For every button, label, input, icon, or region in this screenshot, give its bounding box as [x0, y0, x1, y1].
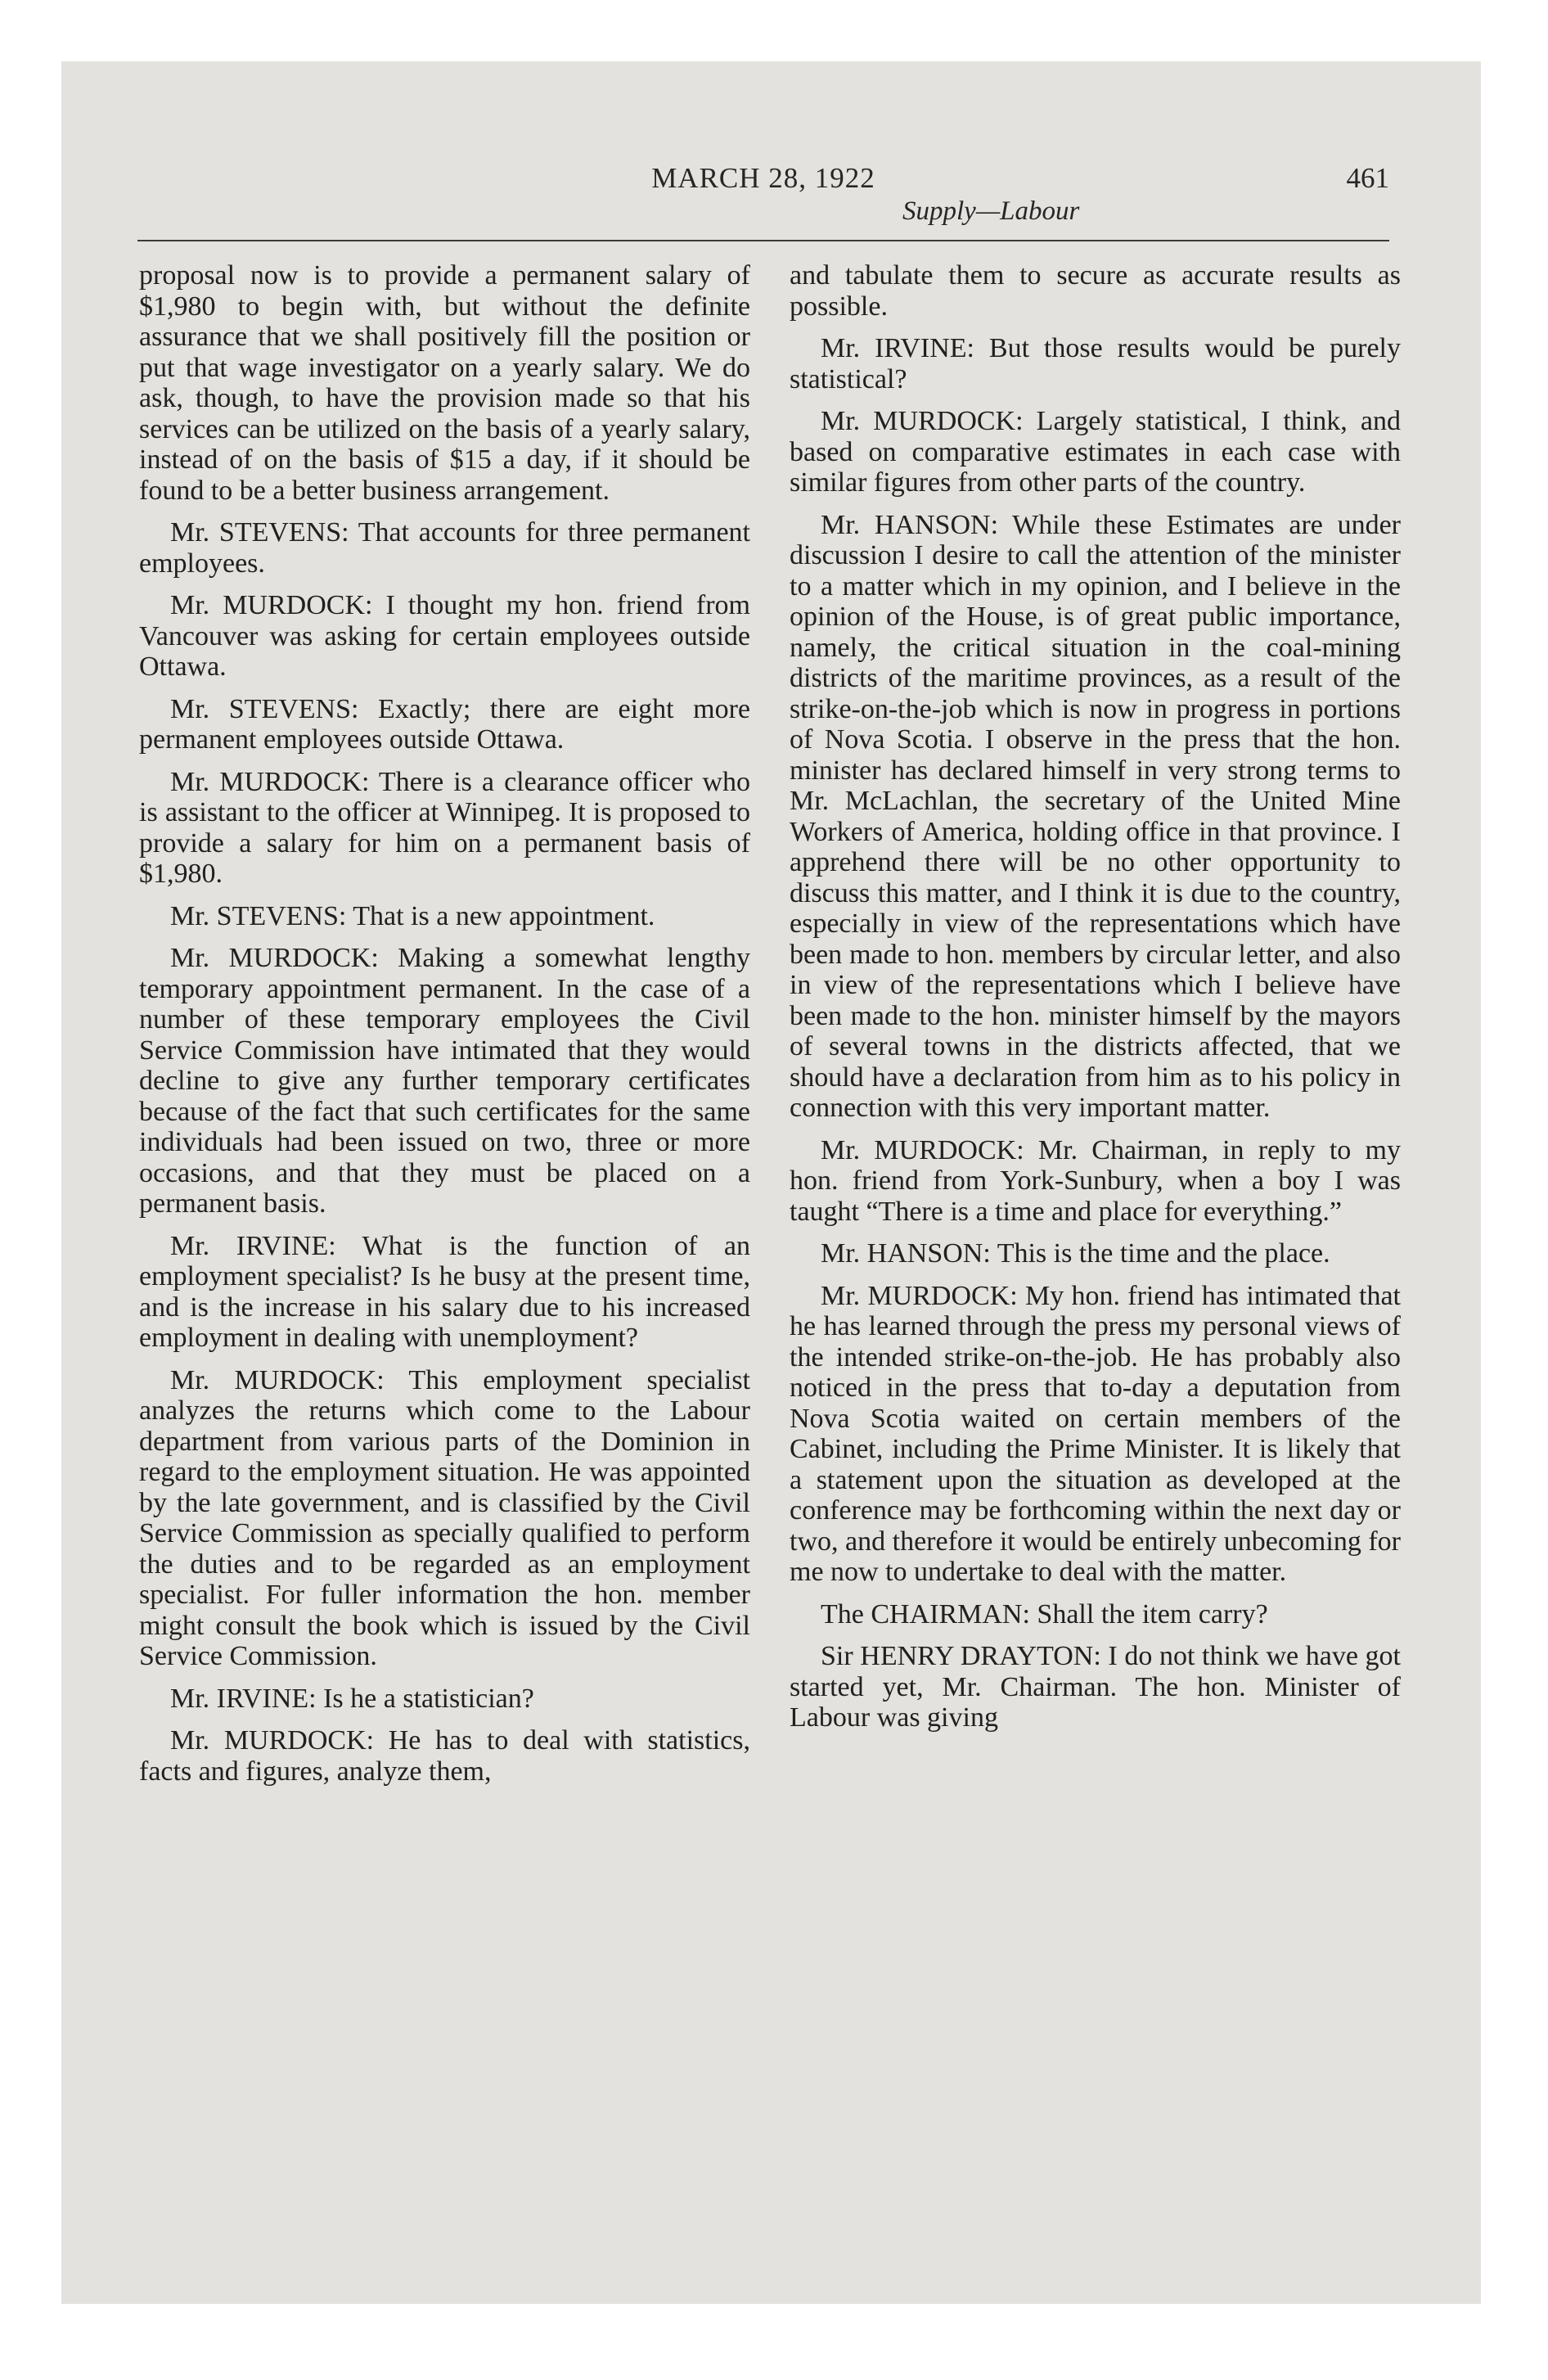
- page-number: 461: [1346, 162, 1389, 194]
- paragraph: Mr. STEVENS: That accounts for three permanent employees.: [139, 517, 750, 579]
- page-header: [137, 162, 1389, 244]
- left-column: [139, 260, 750, 1798]
- paragraph: Mr. MURDOCK: I thought my hon. friend from Vancouver was asking for certain employees outside Ottawa.: [139, 590, 750, 682]
- paragraph: Mr. HANSON: This is the time and the place.: [821, 1238, 1330, 1269]
- header-rule: [137, 240, 1389, 241]
- paragraph: Mr. STEVENS: Exactly; there are eight more permanent employees outside Ottawa.: [139, 693, 750, 755]
- header-subject: Supply—Labour: [902, 196, 1080, 226]
- paragraph: Mr. IRVINE: But those results would be purely statistical?: [790, 333, 1401, 394]
- paragraph: Mr. MURDOCK: There is a clearance officer who is assistant to the officer at Winnipeg. It is proposed to provide a salary for him on a permanent basis of $1,980.: [139, 766, 750, 889]
- paragraph: Mr. MURDOCK: He has to deal with statistics, facts and figures, analyze them,: [139, 1725, 750, 1787]
- paragraph: Mr. MURDOCK: Making a somewhat lengthy temporary appointment permanent. In the case of a number of these temporary employees the Civil Service Commission have intimated that they would decline to give any further temporary certificates because of the fact that such certificates for the same individuals had been issued on two, three or more occasions, and that they must be placed on a permanent basis.: [139, 943, 750, 1219]
- paragraph: Mr. MURDOCK: This employment specialist analyzes the returns which come to the Labour department from various parts of the Dominion in regard to the employment situation. He was appointed by the late government, and is classified by the Civil Service Commission as specially qualified to perform the duties and to be regarded as an employment specialist. For fuller information the hon. member might consult the book which is issued by the Civil Service Commission.: [139, 1364, 750, 1671]
- paragraph: Mr. MURDOCK: Largely statistical, I think, and based on comparative estimates in each case with similar figures from other parts of the country.: [790, 406, 1401, 498]
- paragraph: Mr. IRVINE: What is the function of an employment specialist? Is he busy at the present time, and is the increase in his salary due to his increased employment in dealing with unemployment?: [139, 1230, 750, 1353]
- paragraph: Sir HENRY DRAYTON: I do not think we have got started yet, Mr. Chairman. The hon. Minister of Labour was giving: [790, 1641, 1401, 1733]
- paragraph: The CHAIRMAN: Shall the item carry?: [821, 1598, 1268, 1629]
- paragraph: Mr. IRVINE: Is he a statistician?: [170, 1683, 534, 1714]
- header-date: MARCH 28, 1922: [651, 162, 875, 194]
- right-column: [790, 260, 1401, 1745]
- paragraph: Mr. MURDOCK: My hon. friend has intimated that he has learned through the press my personal views of the intended strike-on-the-job. He has probably also noticed in the press that to-day a deputation from Nova Scotia waited on certain members of the Cabinet, including the Prime Minister. It is likely that a statement upon the situation as developed at the conference may be forthcoming within the next day or two, and therefore it would be entirely unbecoming for me now to undertake to deal with the matter.: [790, 1280, 1401, 1587]
- paragraph: Mr. STEVENS: That is a new appointment.: [170, 900, 655, 931]
- paragraph: Mr. HANSON: While these Estimates are under discussion I desire to call the attention of the minister to a matter which in my opinion, and I believe in the opinion of the House, is of great public importance, namely, the critical situation in the coal-mining districts of the maritime provinces, as a result of the strike-on-the-job which is now in progress in portions of Nova Scotia. I observe in the press that the hon. minister has declared himself in very strong terms to Mr. McLachlan, the secretary of the United Mine Workers of America, holding office in that province. I apprehend there will be no other opportunity to discuss this matter, and I think it is due to the country, especially in view of the representations which have been made to hon. members by circular letter, and also in view of the representations which I believe have been made to the hon. minister himself by the mayors of several towns in the districts affected, that we should have a declaration from him as to his policy in connection with this very important matter.: [790, 509, 1401, 1123]
- paragraph: Mr. MURDOCK: Mr. Chairman, in reply to my hon. friend from York-Sunbury, when a boy I was taught “There is a time and place for everything.”: [790, 1134, 1401, 1227]
- paragraph: and tabulate them to secure as accurate results as possible.: [790, 260, 1401, 322]
- paragraph: proposal now is to provide a permanent salary of $1,980 to begin with, but without the definite assurance that we shall positively fill the position or put that wage investigator on a yearly salary. We do ask, though, to have the provision made so that his services can be utilized on the basis of a yearly salary, instead of on the basis of $15 a day, if it should be found to be a better business arrangement.: [139, 260, 750, 506]
